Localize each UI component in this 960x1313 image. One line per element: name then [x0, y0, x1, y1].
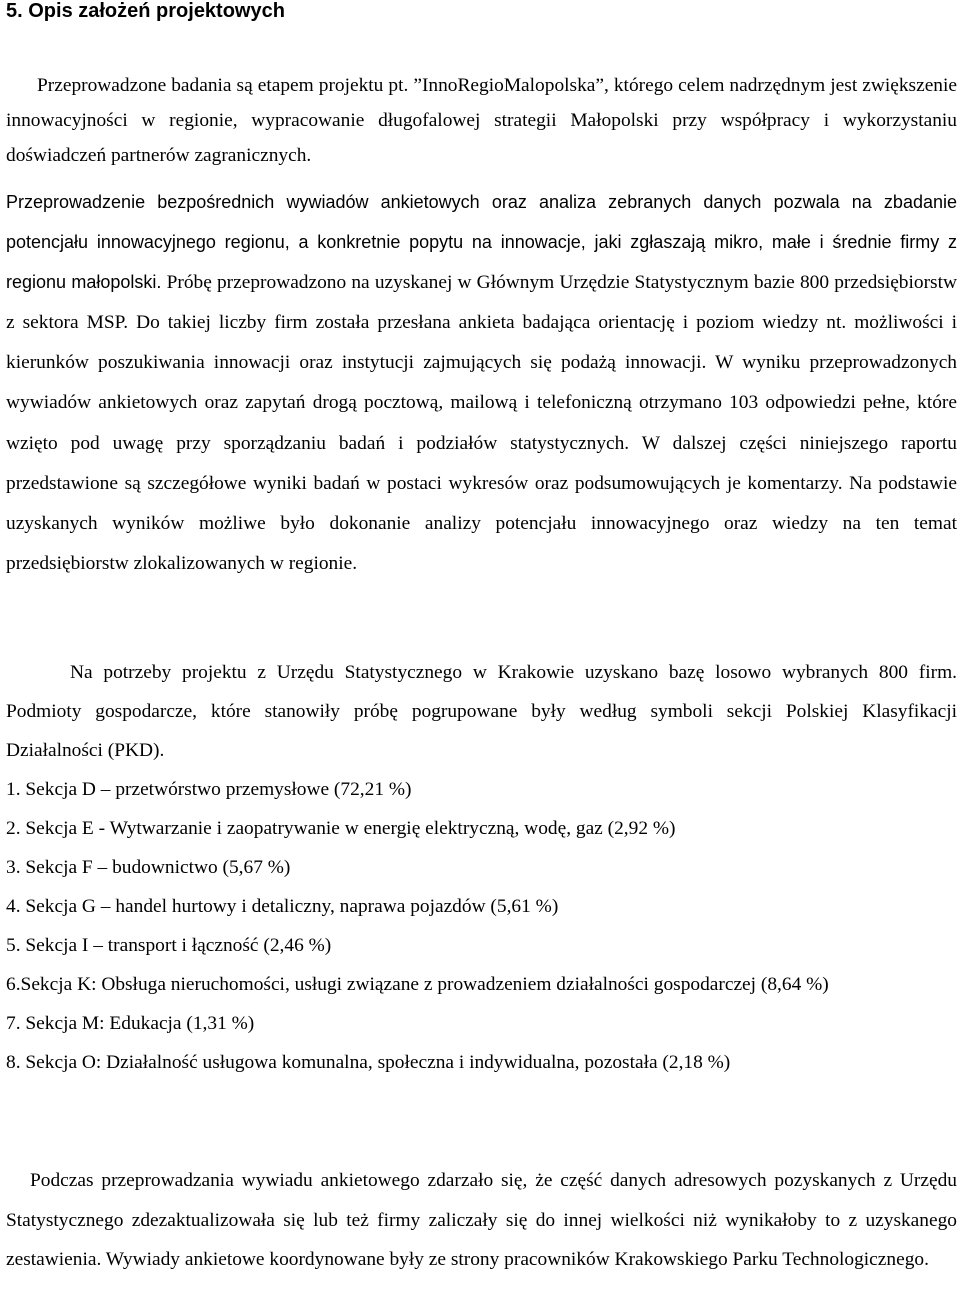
list-item: 6.Sekcja K: Obsługa nieruchomości, usługi związane z prowadzeniem działalności gospodarczej (8,64 %) — [6, 974, 829, 995]
list-item: 5. Sekcja I – transport i łączność (2,46 %) — [6, 935, 332, 956]
list-item: 8. Sekcja O: Działalność usługowa komunalna, społeczna i indywidualna, pozostała (2,18 %) — [6, 1052, 731, 1073]
list-item: 2. Sekcja E - Wytwarzanie i zaopatrywanie w energię elektryczną, wodę, gaz (2,92 %) — [6, 818, 676, 839]
list-item: 7. Sekcja M: Edukacja (1,31 %) — [6, 1013, 255, 1034]
list-item: 3. Sekcja F – budownictwo (5,67 %) — [6, 857, 291, 878]
list-item: 4. Sekcja G – handel hurtowy i detaliczny, naprawa pojazdów (5,61 %) — [6, 896, 559, 917]
list-item: 1. Sekcja D – przetwórstwo przemysłowe (72,21 %) — [6, 779, 412, 800]
method-paragraph — [6, 183, 957, 584]
pkd-section-list — [6, 770, 957, 1082]
intro-paragraph: Przeprowadzone badania są etapem projektu pt. ”InnoRegioMalopolska”, którego celem nadrzędnym jest zwiększenie innowacyjności w regionie, wypracowanie długofalowej strategii Małopolski przy współpracy i wykorzystaniu doświadczeń partnerów zagranicznych. — [6, 75, 957, 166]
closing-paragraph: Podczas przeprowadzania wywiadu ankietowego zdarzało się, że część danych adresowych pozyskanych z Urzędu Statystycznego zdezaktualizowała się lub też firmy zaliczały się do innej wielkości niż wynikałoby to z uzyskanego zestawienia. Wywiady ankietowe koordynowane były ze strony pracowników Krakowskiego Parku Technologicznego. — [6, 1170, 957, 1270]
sample-paragraph: Na potrzeby projektu z Urzędu Statystycznego w Krakowie uzyskano bazę losowo wybranych 800 firm. Podmioty gospodarcze, które stanowiły próbę pogrupowane były według symboli sekcji Polskiej Klasyfikacji Działalności (PKD). — [6, 662, 957, 761]
method-paragraph-lead: Przeprowadzenie bezpośrednich wywiadów ankietowych oraz analiza zebranych danych pozwala na zbadanie potencjału innowacyjnego regionu, a konkretnie popytu na innowacje, jaki zgłaszają mikro, małe i średnie firmy z regionu małopolski. — [6, 192, 957, 293]
method-paragraph-rest: Próbę przeprowadzono na uzyskanej w Głównym Urzędzie Statystycznym bazie 800 przedsiębiorstw z sektora MSP. Do takiej liczby firm została przesłana ankieta badająca orientację i poziom wiedzy nt. możliwości i kierunków poszukiwania innowacji oraz instytucji zajmujących się podażą innowacji. W wyniku przeprowadzonych wywiadów ankietowych oraz zapytań drogą pocztową, mailową i telefoniczną otrzymano 103 odpowiedzi pełne, które wzięto pod uwagę przy sporządzaniu badań i podziałów statystycznych. W dalszej części niniejszego raportu przedstawione są szczegółowe wyniki badań w postaci wykresów oraz podsumowujących je komentarzy. Na podstawie uzyskanych wyników możliwe było dokonanie analizy potencjału innowacyjnego oraz wiedzy na ten temat przedsiębiorstw zlokalizowanych w regionie. — [6, 272, 957, 574]
section-heading: 5. Opis założeń projektowych — [6, 0, 285, 22]
